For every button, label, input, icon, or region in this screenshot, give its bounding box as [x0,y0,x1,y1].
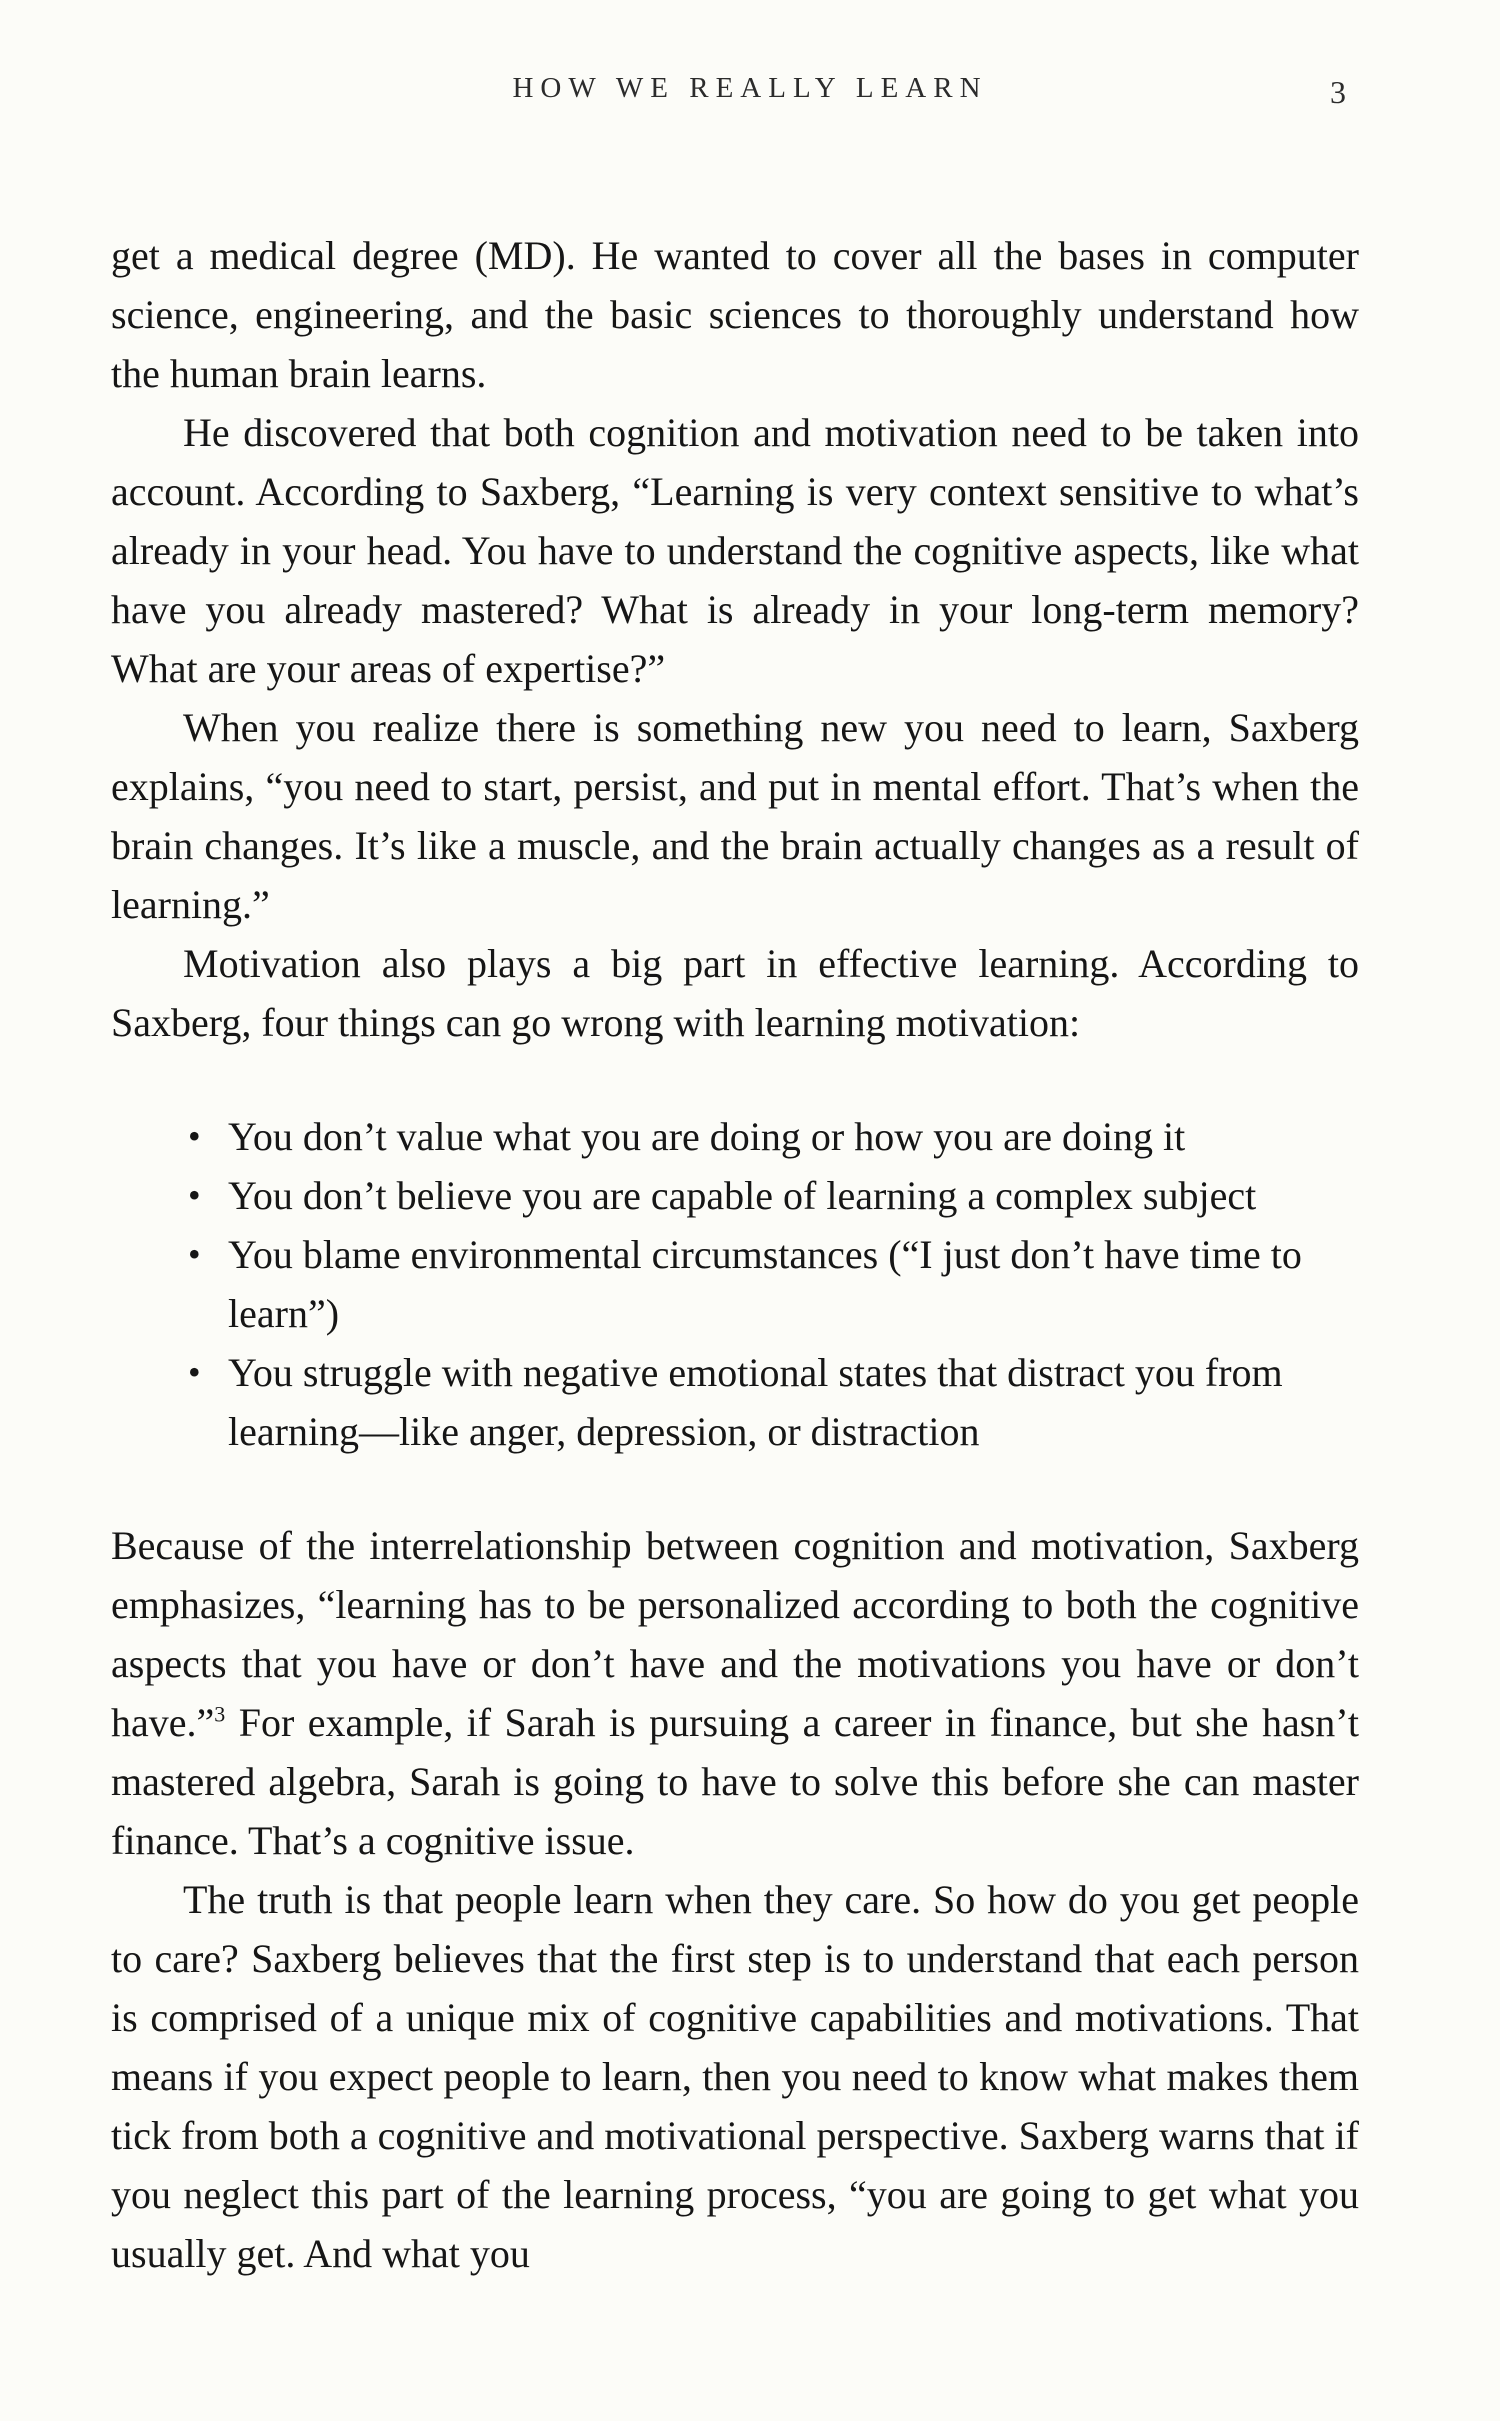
running-head: HOW WE REALLY LEARN [512,72,988,104]
paragraph: He discovered that both cognition and motivation need to be taken into account. According to Saxberg, “Learning is very context sensitive to what’s already in your head. You have to understand the cognitive aspects, like what have you already mastered? What is already in your long-term memory? What are your areas of expertise?” [111,410,1359,691]
list-item [188,1343,1359,1461]
paragraph [111,1516,1359,1870]
bullet-icon: • [188,1234,201,1274]
bullet-icon: • [188,1175,201,1215]
list-item-text: You don’t value what you are doing or how you are doing it [228,1114,1186,1159]
paragraph: When you realize there is something new you need to learn, Saxberg explains, “you need to start, persist, and put in mental effort. That’s when the brain changes. It’s like a muscle, and the brain actually changes as a result of learning.” [111,705,1359,927]
list-item-text: You struggle with negative emotional states that distract you from learning—like anger, depression, or distraction [228,1350,1283,1454]
paragraph-continued: get a medical degree (MD). He wanted to cover all the bases in computer science, engineering, and the basic sciences to thoroughly understand how the human brain learns. [111,233,1359,396]
bullet-icon: • [188,1116,201,1156]
list-item [188,1166,1359,1225]
footnote-reference: 3 [214,1701,226,1727]
body-text [111,226,1359,2283]
paragraph-text: Because of the interrelationship between cognition and motivation, Saxberg emphasizes, “learning has to be personalized according to both the cognitive aspects that you have or don’t have and the motivations you have or don’t have.” [111,1523,1359,1745]
list-item-text: You don’t believe you are capable of learning a complex subject [228,1173,1257,1218]
bullet-icon: • [188,1352,201,1392]
paragraph: The truth is that people learn when they care. So how do you get people to care? Saxberg believes that the first step is to understand that each person is comprised of a unique mix of cognitive capabilities and motivations. That means if you expect people to learn, then you need to know what makes them tick from both a cognitive and motivational perspective. Saxberg warns that if you neglect this part of the learning process, “you are going to get what you usually get. And what you [111,1877,1359,2276]
page-number: 3 [1330,74,1346,110]
list-item [188,1107,1359,1166]
bullet-list [111,1107,1359,1461]
paragraph: Motivation also plays a big part in effective learning. According to Saxberg, four things can go wrong with learning motivation: [111,941,1359,1045]
list-item [188,1225,1359,1343]
paragraph-text: For example, if Sarah is pursuing a career in finance, but she hasn’t mastered algebra, Sarah is going to have to solve this before she can master finance. That’s a cognitive issue. [111,1700,1359,1863]
list-item-text: You blame environmental circumstances (“I just don’t have time to learn”) [228,1232,1302,1336]
